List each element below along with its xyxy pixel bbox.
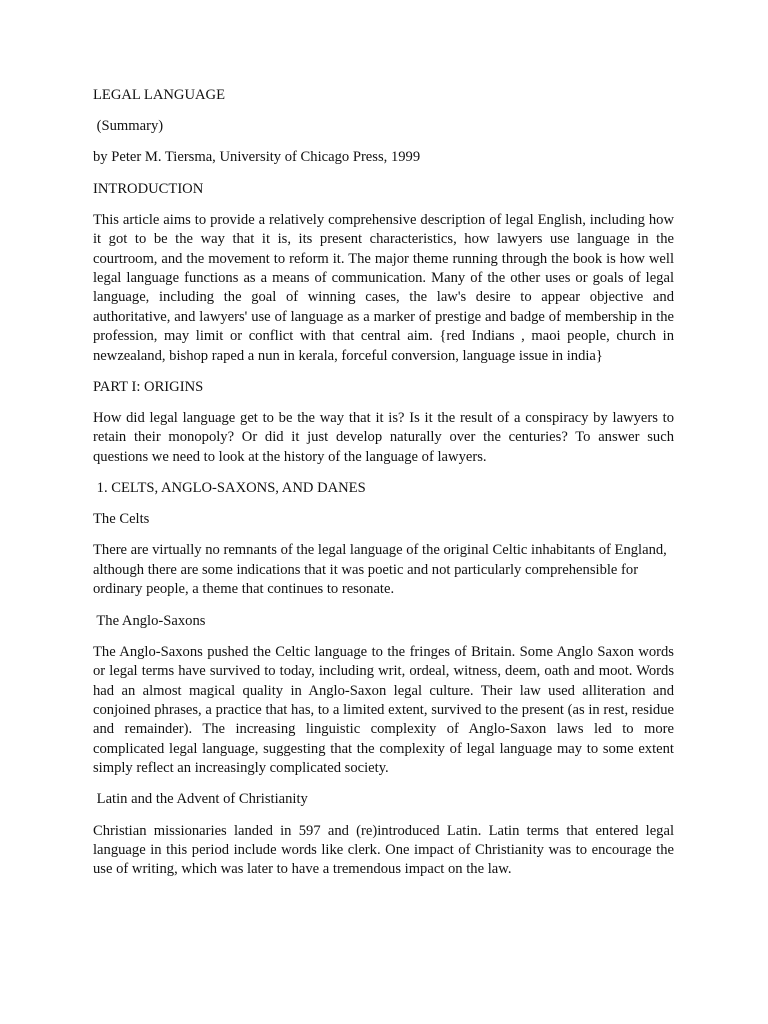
document-title: LEGAL LANGUAGE xyxy=(93,87,225,103)
document-page xyxy=(93,86,674,892)
anglosaxons-subheading: The Anglo-Saxons xyxy=(93,612,206,629)
latin-paragraph: Christian missionaries landed in 597 and (re)introduced Latin. Latin terms that entered legal language in this period include words like clerk. One impact of Christianity was to encourage the use of writing, which was later to have a tremendous impact on the law. xyxy=(93,822,674,878)
introduction-paragraph: This article aims to provide a relatively comprehensive description of legal English, including how it got to be the way that it is, its present characteristics, how lawyers use language in the courtroom, and the movement to reform it. The major theme running through the book is how well legal language functions as a means of communication. Many of the other uses or goals of legal language, including the goal of winning cases, the law's desire to appear objective and authoritative, and lawyers' use of language as a marker of prestige and badge of membership in the profession, may limit or conflict with that central aim. {red Indians , maoi people, church in newzealand, bishop raped a nun in kerala, forceful conversion, language issue in india} xyxy=(93,211,674,364)
part1-paragraph: How did legal language get to be the way that it is? Is it the result of a conspiracy by lawyers to retain their monopoly? Or did it just develop naturally over the centuries? To answer such questions we need to look at the history of the language of lawyers. xyxy=(93,410,674,465)
celts-section-heading: 1. CELTS, ANGLO-SAXONS, AND DANES xyxy=(93,480,366,497)
part1-heading: PART I: ORIGINS xyxy=(93,378,204,395)
celts-paragraph: There are virtually no remnants of the legal language of the original Celtic inhabitants of England, although there are some indications that it was poetic and not particularly comprehensible for ordinary people, a theme that continues to resonate. xyxy=(93,542,667,598)
latin-subheading: Latin and the Advent of Christianity xyxy=(93,791,308,808)
celts-subheading: The Celts xyxy=(93,511,150,528)
document-subtitle: (Summary) xyxy=(93,118,164,135)
introduction-heading: INTRODUCTION xyxy=(93,180,204,197)
anglosaxons-paragraph: The Anglo-Saxons pushed the Celtic language to the fringes of Britain. Some Anglo Saxon words or legal terms have survived to today, including writ, ordeal, witness, deem, oath and moot. Words had an almost magical quality in Anglo-Saxon legal culture. Their law used alliteration and conjoined phrases, a practice that has, to a limited extent, survived to the present (as in rest, residue and remainder). The increasing linguistic complexity of Anglo-Saxon laws led to more complicated legal language, suggesting that the complexity of legal language may to some extent simply reflect an increasingly complicated society. xyxy=(93,643,674,777)
document-byline: by Peter M. Tiersma, University of Chicago Press, 1999 xyxy=(93,149,421,166)
